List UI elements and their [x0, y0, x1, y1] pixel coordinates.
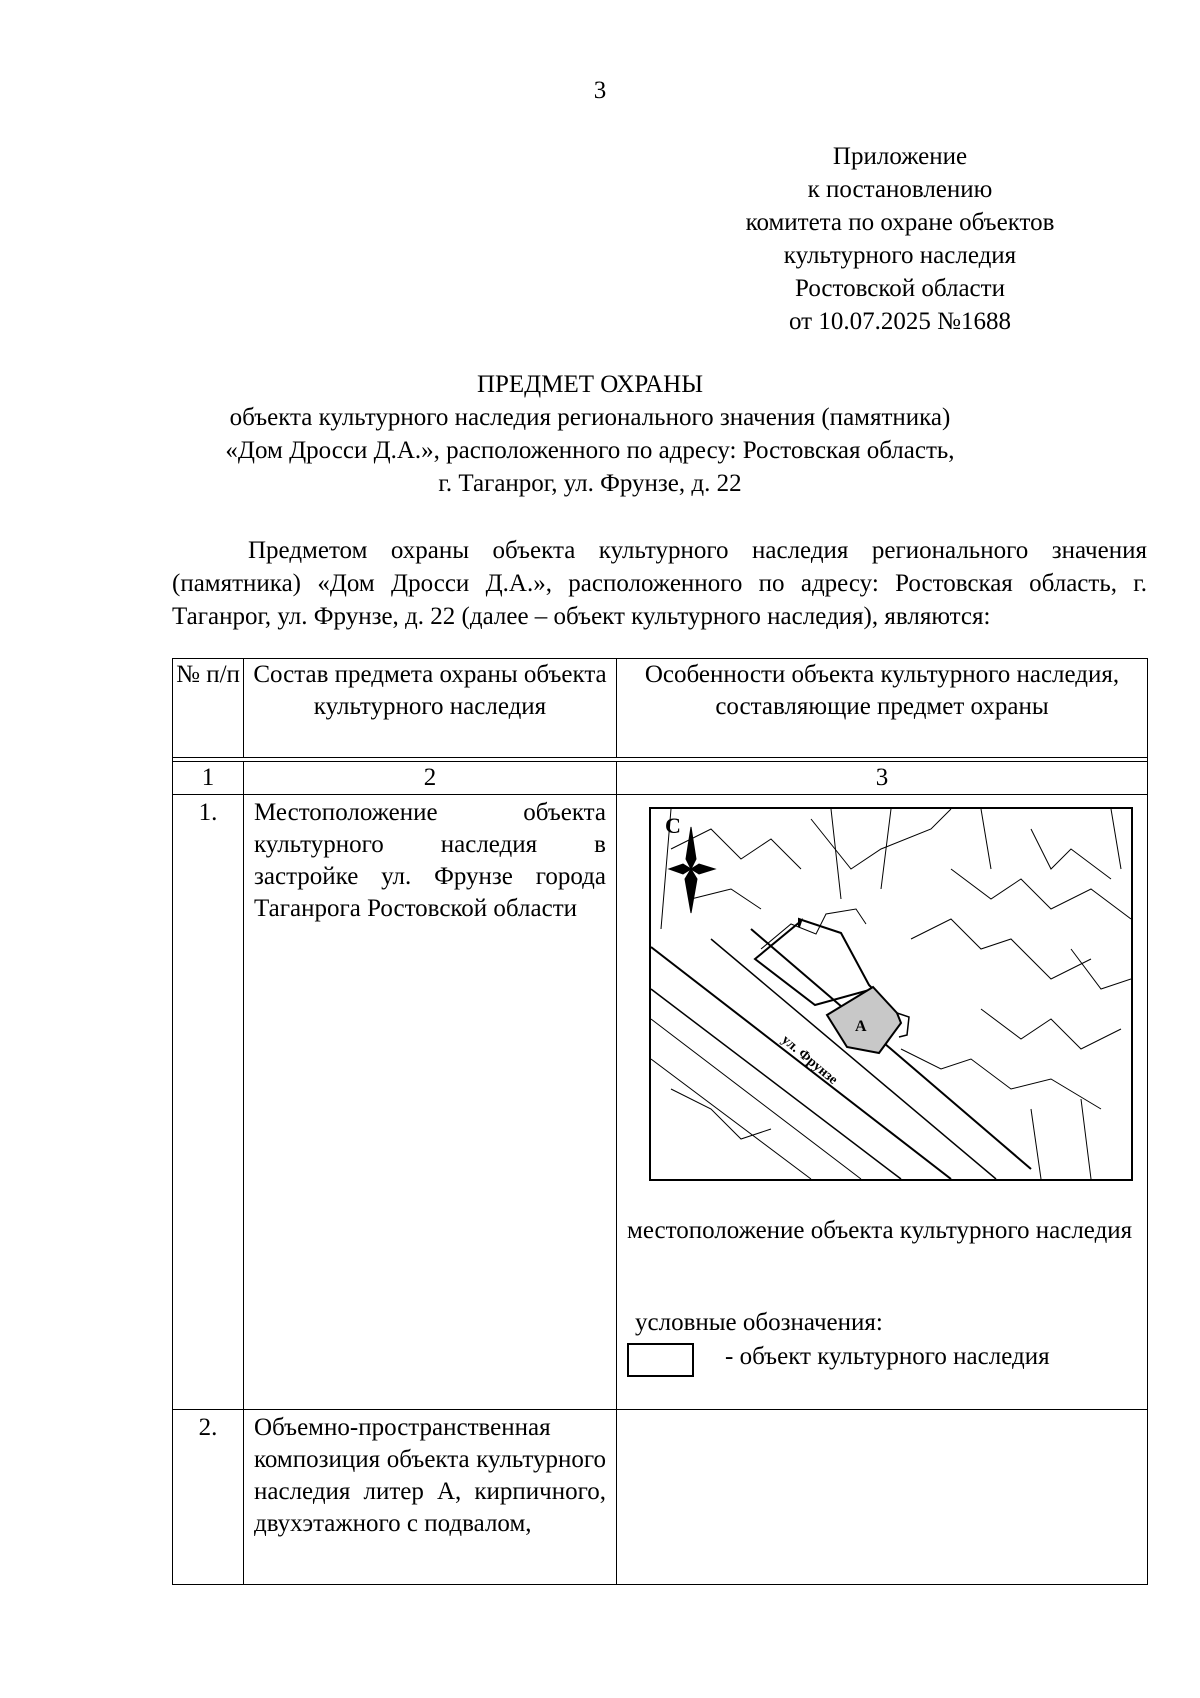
column-number: 3: [617, 762, 1148, 795]
map-caption: местоположение объекта культурного наследия: [627, 1217, 1133, 1244]
title-line: объекта культурного наследия регионального значения (памятника): [229, 404, 951, 431]
row-number: 2.: [173, 1410, 244, 1585]
appendix-date-number: от 10.07.2025 №1688: [789, 308, 1011, 335]
table-row: [173, 795, 1148, 1410]
appendix-block: [700, 140, 1100, 338]
location-map-drawing: [651, 809, 1131, 1179]
appendix-line: Ростовской области: [795, 275, 1005, 302]
appendix-line: Приложение: [832, 143, 968, 170]
legend-swatch: [627, 1343, 694, 1377]
legend-row: [627, 1341, 1137, 1377]
protection-subject-table: [172, 658, 1148, 1585]
row-features: [617, 1410, 1148, 1585]
document-title-block: [140, 368, 1040, 500]
street-label: ул. Фрунзе: [778, 1032, 841, 1088]
legend-text: - объект культурного наследия: [725, 1343, 1050, 1370]
north-label: С: [665, 813, 681, 838]
row-number: 1.: [173, 795, 244, 1410]
column-number: 2: [244, 762, 617, 795]
header-number: № п/п: [173, 659, 244, 758]
column-number: 1: [173, 762, 244, 795]
header-features: Особенности объекта культурного наследия, составляющие предмет охраны: [617, 659, 1148, 758]
page-number: 3: [593, 77, 607, 104]
legend-title: условные обозначения:: [635, 1309, 883, 1336]
column-number-row: [173, 762, 1148, 795]
row-description: Объемно-пространственная композиция объекта культурного наследия литер А, кирпичного, двухэтажного с подвалом,: [244, 1410, 617, 1585]
table-row: [173, 1410, 1148, 1585]
location-map: [649, 807, 1133, 1181]
title-line: г. Таганрог, ул. Фрунзе, д. 22: [438, 470, 742, 497]
intro-paragraph: Предметом охраны объекта культурного наследия регионального значения (памятника) «Дом Дросси Д.А.», расположенного по адресу: Ростовская область, г. Таганрог, ул. Фрунзе, д. 22 (далее – объект культурного наследия), являются:: [172, 537, 1147, 630]
building-label: А: [855, 1018, 867, 1035]
document-title: ПРЕДМЕТ ОХРАНЫ: [476, 371, 704, 398]
title-line: «Дом Дросси Д.А.», расположенного по адресу: Ростовская область,: [225, 437, 955, 464]
intro-paragraph-block: [172, 534, 1147, 633]
row-features: [617, 795, 1148, 1410]
appendix-line: к постановлению: [807, 176, 993, 203]
appendix-line: комитета по охране объектов: [745, 209, 1055, 236]
table-header-row: [173, 659, 1148, 758]
appendix-line: культурного наследия: [783, 242, 1017, 269]
row-description: Местоположение объекта культурного наследия в застройке ул. Фрунзе города Таганрога Ростовской области: [244, 795, 617, 1410]
header-composition: Состав предмета охраны объекта культурного наследия: [244, 659, 617, 758]
